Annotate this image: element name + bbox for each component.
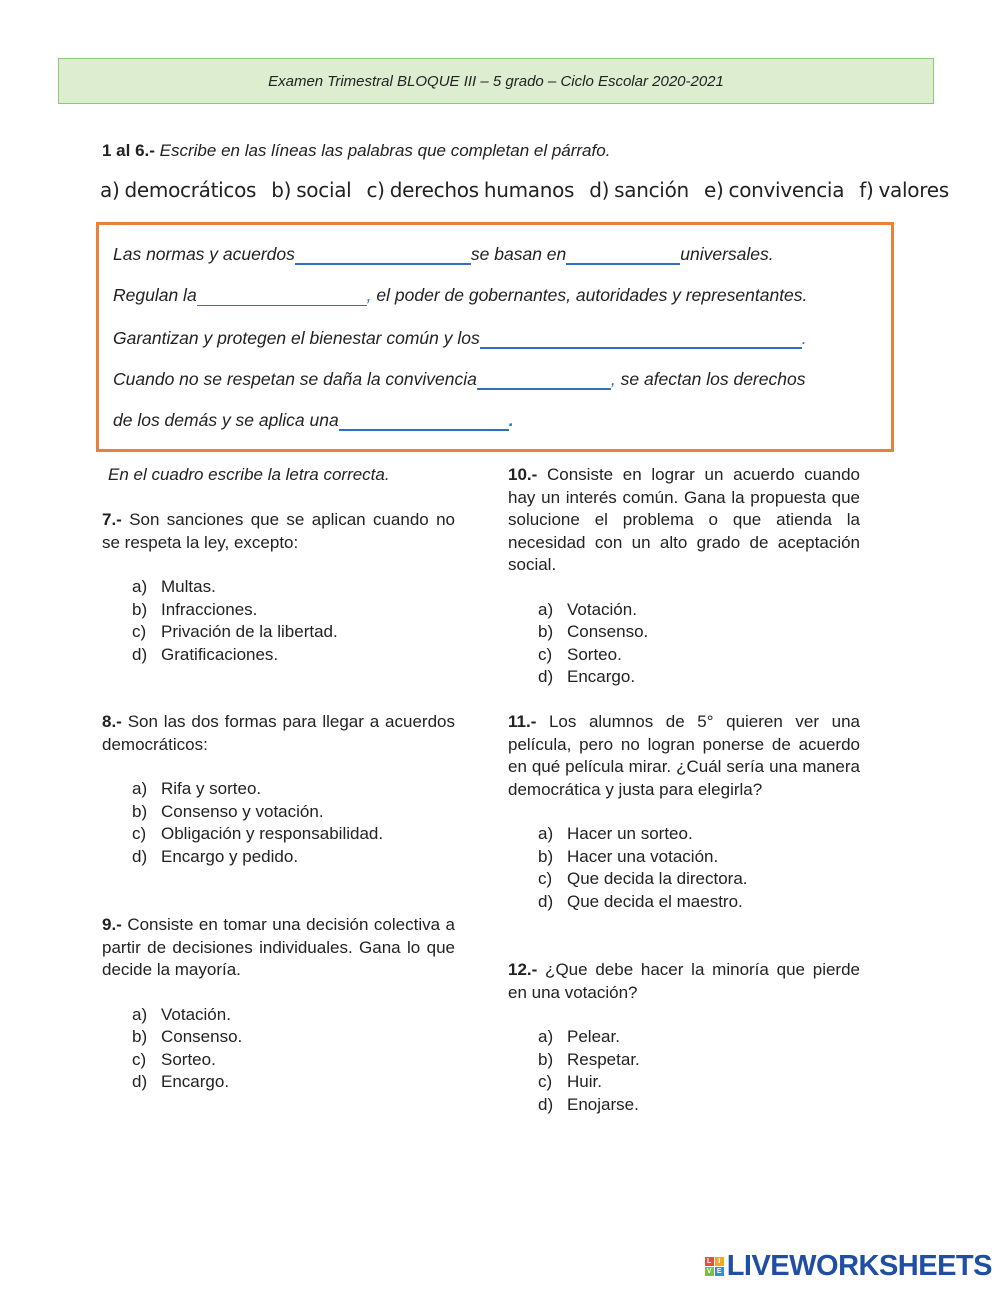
answer-option[interactable]: c) Sorteo. bbox=[538, 644, 622, 664]
answer-option[interactable]: b) Infracciones. bbox=[132, 599, 258, 619]
answer-option[interactable]: a) Votación. bbox=[132, 1004, 231, 1024]
answer-option[interactable]: d) Encargo y pedido. bbox=[132, 846, 299, 866]
question-7 bbox=[102, 509, 455, 666]
word-option: a) democráticos bbox=[100, 178, 257, 202]
answer-option[interactable]: b) Consenso y votación. bbox=[132, 801, 324, 821]
section-instruction-text: Escribe en las líneas las palabras que completan el párrafo. bbox=[159, 141, 611, 160]
logo-text: LIVEWORKSHEETS bbox=[726, 1250, 992, 1282]
answer-blank-1[interactable] bbox=[295, 245, 471, 265]
answer-option[interactable]: d) Encargo. bbox=[132, 1072, 230, 1091]
box-instruction: En el cuadro escribe la letra correcta. bbox=[108, 465, 390, 484]
answer-option[interactable]: d) Encargo. bbox=[538, 667, 636, 686]
paragraph-line-4: Cuando no se respetan se daña la convivencia , se afectan los derechos bbox=[113, 369, 806, 389]
answer-blank-5[interactable] bbox=[477, 370, 611, 390]
answer-blank-2[interactable] bbox=[566, 245, 680, 265]
section-number: 1 al 6.- bbox=[102, 141, 155, 160]
paragraph-line-2: Regulan la , el poder de gobernantes, autoridades y representantes. bbox=[113, 285, 808, 305]
answer-option[interactable]: c) Que decida la directora. bbox=[538, 869, 748, 888]
liveworksheets-logo[interactable] bbox=[705, 1250, 992, 1283]
answer-options bbox=[102, 1004, 455, 1094]
answer-blank-3[interactable] bbox=[197, 287, 367, 306]
question-8 bbox=[102, 711, 455, 868]
answer-option[interactable]: b) Respetar. bbox=[538, 1049, 640, 1069]
answer-option[interactable]: b) Consenso. bbox=[538, 622, 649, 641]
exam-header bbox=[58, 58, 934, 104]
answer-option[interactable]: a) Rifa y sorteo. bbox=[132, 779, 262, 798]
question-text: 10.- Consiste en lograr un acuerdo cuando hay un interés común. Gana la propuesta que solucione el problema o que atienda la necesidad con un alto grado de aceptación social. bbox=[508, 465, 860, 574]
answer-options bbox=[508, 599, 860, 689]
word-bank bbox=[100, 178, 959, 202]
section-instructions bbox=[102, 141, 610, 161]
word-option: d) sanción bbox=[589, 178, 689, 202]
answer-option[interactable]: d) Gratificaciones. bbox=[132, 644, 279, 664]
paragraph-line-3: Garantizan y protegen el bienestar común y los . bbox=[113, 328, 807, 348]
word-option: b) social bbox=[271, 178, 352, 202]
answer-option[interactable]: b) Hacer una votación. bbox=[538, 846, 719, 866]
answer-option[interactable]: a) Votación. bbox=[538, 599, 637, 619]
answer-option[interactable]: c) Obligación y responsabilidad. bbox=[132, 824, 384, 843]
word-option: f) valores bbox=[859, 178, 949, 202]
paragraph-line-5: de los demás y se aplica una . bbox=[113, 410, 514, 430]
answer-option[interactable]: c) Huir. bbox=[538, 1072, 602, 1091]
word-option: e) convivencia bbox=[703, 178, 845, 202]
answer-option[interactable]: a) Hacer un sorteo. bbox=[538, 824, 693, 843]
question-text: 8.- Son las dos formas para llegar a acuerdos democráticos: bbox=[102, 712, 455, 754]
answer-option[interactable]: a) Pelear. bbox=[538, 1027, 620, 1046]
answer-options bbox=[508, 1026, 860, 1116]
answer-option[interactable]: c) Sorteo. bbox=[132, 1049, 216, 1069]
fill-in-paragraph-box bbox=[96, 222, 894, 452]
question-12 bbox=[508, 959, 860, 1116]
answer-option[interactable]: d) Que decida el maestro. bbox=[538, 891, 743, 911]
answer-blank-6[interactable] bbox=[339, 411, 509, 431]
answer-blank-4[interactable] bbox=[480, 329, 802, 349]
answer-options bbox=[102, 576, 455, 666]
answer-options bbox=[508, 823, 860, 913]
answer-option[interactable]: a) Multas. bbox=[132, 577, 216, 596]
paragraph-line-1: Las normas y acuerdos se basan en universales. bbox=[113, 244, 774, 264]
question-11 bbox=[508, 711, 860, 913]
question-text: 12.- ¿Que debe hacer la minoría que pierde en una votación? bbox=[508, 960, 860, 1002]
question-10 bbox=[508, 464, 860, 689]
question-text: 7.- Son sanciones que se aplican cuando no se respeta la ley, excepto: bbox=[102, 510, 455, 552]
answer-option[interactable]: c) Privación de la libertad. bbox=[132, 622, 338, 641]
answer-option[interactable]: b) Consenso. bbox=[132, 1027, 243, 1046]
question-text: 11.- Los alumnos de 5° quieren ver una película, pero no logran ponerse de acuerdo en qué película mirar. ¿Cuál sería una manera democrática y justa para elegirla? bbox=[508, 712, 860, 799]
logo-mark-icon: L I V E bbox=[705, 1257, 724, 1276]
word-option: c) derechos humanos bbox=[366, 178, 575, 202]
question-text: 9.- Consiste en tomar una decisión colectiva a partir de decisiones individuales. Gana lo que decide la mayoría. bbox=[102, 915, 455, 979]
answer-option[interactable]: d) Enojarse. bbox=[538, 1094, 639, 1114]
question-9 bbox=[102, 914, 455, 1094]
answer-options bbox=[102, 778, 455, 868]
exam-title: Examen Trimestral BLOQUE III – 5 grado – Ciclo Escolar 2020-2021 bbox=[268, 72, 724, 90]
